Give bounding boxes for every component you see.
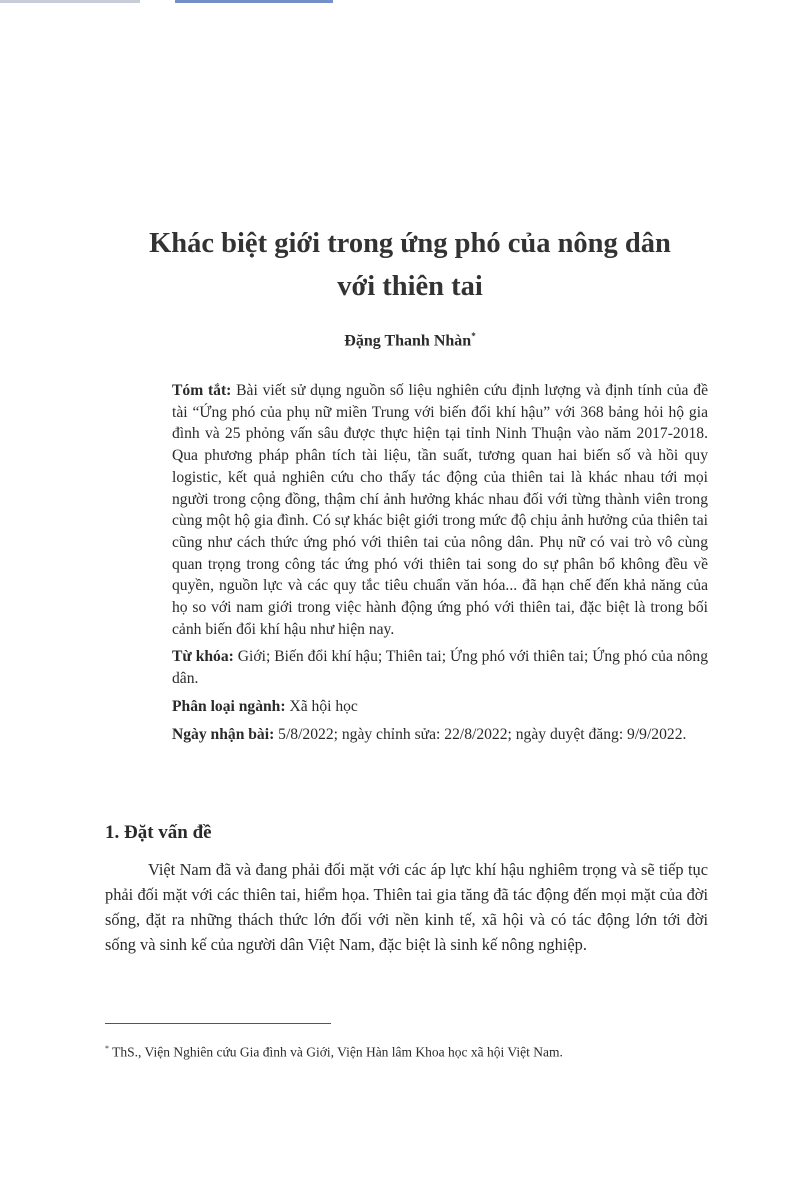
footnote: [105, 1040, 563, 1062]
keywords-paragraph: [172, 646, 708, 689]
footnote-marker: *: [105, 1044, 109, 1053]
paper-title-line: Khác biệt giới trong ứng phó của nông dân: [149, 228, 671, 259]
body-paragraph: Việt Nam đã và đang phải đối mặt với các áp lực khí hậu nghiêm trọng và sẽ tiếp tục phải đối mặt với các thiên tai, hiểm họa. Thiên tai gia tăng đã tác động đến mọi mặt của đời sống, đặt ra những thách thức lớn đối với nền kinh tế, xã hội và có tác động lớn tới đời sống và sinh kế của người dân Việt Nam, đặc biệt là sinh kế nông nghiệp.: [105, 860, 708, 954]
scan-edge-mark: [175, 0, 333, 3]
abstract-block: [172, 380, 708, 751]
keywords-label: Từ khóa:: [172, 648, 234, 666]
dates-paragraph: [172, 724, 708, 746]
author-name: Đặng Thanh Nhàn: [344, 332, 472, 350]
author-line: [200, 331, 620, 350]
dates-text: 5/8/2022; ngày chỉnh sửa: 22/8/2022; ngày duyệt đăng: 9/9/2022.: [278, 725, 687, 743]
abstract-paragraph: [172, 380, 708, 640]
paper-title-line: với thiên tai: [337, 271, 483, 302]
dates-label: Ngày nhận bài:: [172, 725, 275, 743]
scan-edge-mark: [0, 0, 140, 3]
keywords-text: Giới; Biến đổi khí hậu; Thiên tai; Ứng phó với thiên tai; Ứng phó của nông dân.: [172, 648, 709, 688]
classification-text: Xã hội học: [289, 697, 358, 715]
abstract-text: Bài viết sử dụng nguồn số liệu nghiên cứu định lượng và định tính của đề tài “Ứng phó của phụ nữ miền Trung với biến đổi khí hậu” với 368 bảng hỏi hộ gia đình và 25 phỏng vấn sâu được thực hiện tại tỉnh Ninh Thuận vào năm 2017-2018. Qua phương pháp phân tích tài liệu, tần suất, tương quan hai biến số và hồi quy logistic, kết quả nghiên cứu cho thấy tác động của thiên tai là khác nhau tới mọi người trong cộng đồng, thậm chí ảnh hưởng khác nhau đối với từng thành viên trong cùng một hộ gia đình. Có sự khác biệt giới trong mức độ chịu ảnh hưởng của thiên tai cũng như cách thức ứng phó với thiên tai của nông dân. Phụ nữ có vai trò vô cùng quan trọng trong công tác ứng phó với thiên tai song do sự phân bổ không đều về quyền, nguồn lực và các quy tắc tiêu chuẩn văn hóa... đã hạn chế đến khả năng của họ so với nam giới trong việc hành động ứng phó với thiên tai, đặc biệt là trong bối cảnh biến đổi khí hậu như hiện nay.: [172, 382, 708, 638]
classification-paragraph: [172, 696, 708, 718]
abstract-label: Tóm tắt:: [172, 382, 232, 399]
footnote-divider: [105, 1023, 331, 1024]
paper-title: [60, 222, 760, 308]
classification-label: Phân loại ngành:: [172, 697, 286, 715]
footnote-text: ThS., Viện Nghiên cứu Gia đình và Giới, Viện Hàn lâm Khoa học xã hội Việt Nam.: [112, 1044, 563, 1060]
section-heading: 1. Đặt vấn đề: [105, 822, 212, 843]
author-footnote-marker: *: [471, 331, 476, 341]
